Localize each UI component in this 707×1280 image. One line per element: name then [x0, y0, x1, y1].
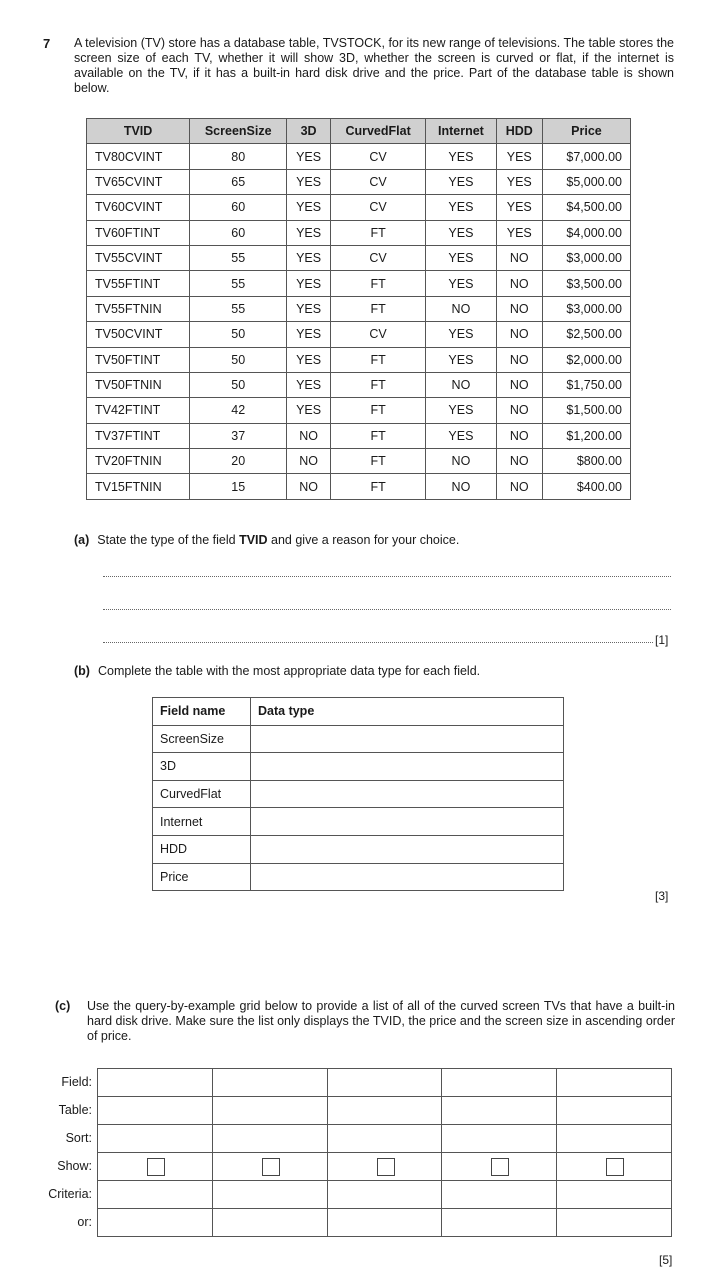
- show-checkbox[interactable]: [377, 1158, 395, 1176]
- table-cell: YES: [426, 195, 496, 220]
- qbe-row-labels: [20, 1068, 92, 1236]
- qbe-cell[interactable]: [212, 1181, 327, 1209]
- table-row: [87, 271, 631, 296]
- qbe-row: [98, 1181, 672, 1209]
- table-cell: NO: [426, 296, 496, 321]
- question-number: 7: [43, 36, 51, 51]
- table-cell: YES: [287, 398, 331, 423]
- table-cell: TV60FTINT: [87, 220, 190, 245]
- table-cell: NO: [426, 474, 496, 499]
- part-c-text: Use the query-by-example grid below to provide a list of all of the curved screen TVs that have a built-in hard disk drive. Make sure the list only displays the TVID, the price and the screen size in ascending order of price.: [87, 999, 675, 1043]
- column-header: TVID: [87, 119, 190, 144]
- qbe-row-label: Table:: [58, 1103, 92, 1117]
- column-header: CurvedFlat: [330, 119, 425, 144]
- show-checkbox[interactable]: [147, 1158, 165, 1176]
- column-header: HDD: [496, 119, 542, 144]
- qbe-cell[interactable]: [98, 1125, 213, 1153]
- table-cell: YES: [287, 296, 331, 321]
- table-row: [153, 780, 564, 808]
- qbe-cell[interactable]: [442, 1153, 557, 1181]
- data-type-header: Data type: [251, 698, 564, 726]
- field-name-cell: 3D: [153, 753, 251, 781]
- table-cell: YES: [426, 220, 496, 245]
- table-cell: $400.00: [542, 474, 630, 499]
- answer-line[interactable]: [103, 609, 671, 610]
- qbe-cell[interactable]: [212, 1153, 327, 1181]
- qbe-row-label: Criteria:: [48, 1187, 92, 1201]
- qbe-cell[interactable]: [557, 1097, 672, 1125]
- field-name-cell: CurvedFlat: [153, 780, 251, 808]
- qbe-cell[interactable]: [98, 1069, 213, 1097]
- table-cell: YES: [426, 322, 496, 347]
- query-by-example-grid: [97, 1068, 672, 1237]
- table-cell: NO: [496, 347, 542, 372]
- tvstock-table: [86, 118, 631, 500]
- table-cell: CV: [330, 195, 425, 220]
- table-cell: NO: [496, 423, 542, 448]
- qbe-cell[interactable]: [557, 1181, 672, 1209]
- field-name-cell: ScreenSize: [153, 725, 251, 753]
- table-cell: YES: [287, 322, 331, 347]
- qbe-cell[interactable]: [442, 1125, 557, 1153]
- table-cell: $1,200.00: [542, 423, 630, 448]
- table-cell: FT: [330, 271, 425, 296]
- part-a-bold: TVID: [239, 533, 268, 547]
- part-c-label: (c): [55, 999, 71, 1013]
- table-cell: YES: [287, 195, 331, 220]
- data-type-answer-cell[interactable]: [251, 808, 564, 836]
- table-cell: NO: [287, 474, 331, 499]
- table-cell: 15: [190, 474, 287, 499]
- data-type-table: [152, 697, 564, 891]
- table-cell: NO: [496, 322, 542, 347]
- table-cell: TV37FTINT: [87, 423, 190, 448]
- table-cell: YES: [426, 398, 496, 423]
- qbe-cell[interactable]: [327, 1209, 442, 1237]
- table-cell: YES: [287, 347, 331, 372]
- table-cell: YES: [287, 169, 331, 194]
- qbe-cell[interactable]: [212, 1125, 327, 1153]
- data-type-answer-cell[interactable]: [251, 725, 564, 753]
- table-header-row: [87, 119, 631, 144]
- part-b-prompt: [74, 664, 480, 678]
- table-cell: TV15FTNIN: [87, 474, 190, 499]
- table-cell: CV: [330, 169, 425, 194]
- field-name-header: Field name: [153, 698, 251, 726]
- data-type-answer-cell[interactable]: [251, 780, 564, 808]
- table-cell: TV55CVINT: [87, 245, 190, 270]
- table-cell: TV20FTNIN: [87, 449, 190, 474]
- table-row: [153, 835, 564, 863]
- qbe-cell[interactable]: [212, 1069, 327, 1097]
- table-cell: 80: [190, 144, 287, 169]
- table-cell: NO: [496, 449, 542, 474]
- qbe-row: [98, 1153, 672, 1181]
- table-cell: 20: [190, 449, 287, 474]
- table-row: [87, 144, 631, 169]
- table-cell: $2,500.00: [542, 322, 630, 347]
- table-cell: NO: [426, 449, 496, 474]
- table-cell: 55: [190, 245, 287, 270]
- table-cell: $2,000.00: [542, 347, 630, 372]
- qbe-cell[interactable]: [98, 1097, 213, 1125]
- table-row: [87, 423, 631, 448]
- qbe-cell[interactable]: [98, 1209, 213, 1237]
- table-cell: YES: [426, 245, 496, 270]
- table-cell: TV50FTINT: [87, 347, 190, 372]
- table-cell: NO: [496, 245, 542, 270]
- table-cell: NO: [496, 474, 542, 499]
- data-type-answer-cell[interactable]: [251, 835, 564, 863]
- table-cell: TV50FTNIN: [87, 372, 190, 397]
- qbe-row-label: Show:: [57, 1159, 92, 1173]
- table-cell: 50: [190, 372, 287, 397]
- table-cell: YES: [496, 144, 542, 169]
- part-a-text-before: State the type of the field: [97, 533, 236, 547]
- part-b-label: (b): [74, 664, 90, 678]
- show-checkbox[interactable]: [606, 1158, 624, 1176]
- qbe-cell[interactable]: [442, 1097, 557, 1125]
- table-row: [87, 322, 631, 347]
- table-cell: YES: [287, 144, 331, 169]
- table-cell: NO: [496, 271, 542, 296]
- table-cell: CV: [330, 245, 425, 270]
- column-header: ScreenSize: [190, 119, 287, 144]
- table-cell: $3,000.00: [542, 296, 630, 321]
- field-name-cell: Internet: [153, 808, 251, 836]
- table-row: [87, 398, 631, 423]
- table-cell: $4,500.00: [542, 195, 630, 220]
- table-cell: TV55FTNIN: [87, 296, 190, 321]
- table-row: [87, 372, 631, 397]
- table-cell: YES: [287, 245, 331, 270]
- table-cell: YES: [426, 423, 496, 448]
- qbe-cell[interactable]: [442, 1069, 557, 1097]
- table-cell: $1,750.00: [542, 372, 630, 397]
- column-header: Internet: [426, 119, 496, 144]
- table-cell: YES: [496, 169, 542, 194]
- table-cell: FT: [330, 296, 425, 321]
- qbe-cell[interactable]: [327, 1097, 442, 1125]
- table-row: [87, 474, 631, 499]
- table-cell: TV65CVINT: [87, 169, 190, 194]
- table-cell: YES: [287, 220, 331, 245]
- part-b-marks: [3]: [655, 889, 669, 903]
- qbe-row: [98, 1069, 672, 1097]
- table-cell: TV42FTINT: [87, 398, 190, 423]
- qbe-cell[interactable]: [442, 1209, 557, 1237]
- table-cell: NO: [496, 372, 542, 397]
- table-cell: CV: [330, 322, 425, 347]
- table-cell: FT: [330, 372, 425, 397]
- qbe-row-label: Sort:: [65, 1131, 92, 1145]
- data-type-answer-cell[interactable]: [251, 863, 564, 891]
- table-row: [87, 296, 631, 321]
- qbe-row: [98, 1209, 672, 1237]
- table-cell: FT: [330, 347, 425, 372]
- table-cell: FT: [330, 449, 425, 474]
- table-cell: YES: [426, 144, 496, 169]
- qbe-row: [98, 1125, 672, 1153]
- table-cell: FT: [330, 220, 425, 245]
- table-cell: CV: [330, 144, 425, 169]
- part-c-label-wrap: [55, 999, 78, 1013]
- table-cell: $7,000.00: [542, 144, 630, 169]
- table-cell: 42: [190, 398, 287, 423]
- data-type-answer-cell[interactable]: [251, 753, 564, 781]
- table-row: [87, 195, 631, 220]
- table-cell: YES: [426, 169, 496, 194]
- part-b-text: Complete the table with the most appropriate data type for each field.: [97, 664, 481, 678]
- qbe-cell[interactable]: [557, 1069, 672, 1097]
- table-cell: $3,000.00: [542, 245, 630, 270]
- table-row: [153, 725, 564, 753]
- qbe-cell[interactable]: [442, 1181, 557, 1209]
- part-a-text-after: and give a reason for your choice.: [271, 533, 460, 547]
- qbe-row-label: or:: [77, 1215, 92, 1229]
- part-a-prompt: [74, 533, 459, 547]
- table-cell: 50: [190, 347, 287, 372]
- table-cell: NO: [287, 449, 331, 474]
- field-name-cell: HDD: [153, 835, 251, 863]
- table-cell: TV55FTINT: [87, 271, 190, 296]
- table-cell: NO: [426, 372, 496, 397]
- question-intro: A television (TV) store has a database table, TVSTOCK, for its new range of televisions. The table stores the screen size of each TV, whether it will show 3D, whether the screen is curved or flat, if the internet is available on the TV, if it has a built-in hard disk drive and the price. Part of the database table is shown below.: [74, 36, 674, 95]
- table-cell: FT: [330, 474, 425, 499]
- table-row: [87, 449, 631, 474]
- table-cell: 60: [190, 195, 287, 220]
- table-row: [153, 863, 564, 891]
- table-cell: NO: [287, 423, 331, 448]
- table-row: [153, 808, 564, 836]
- table-cell: TV60CVINT: [87, 195, 190, 220]
- qbe-cell[interactable]: [557, 1125, 672, 1153]
- table-cell: 50: [190, 322, 287, 347]
- part-c-marks: [5]: [659, 1253, 673, 1267]
- qbe-cell[interactable]: [557, 1153, 672, 1181]
- table-cell: YES: [287, 271, 331, 296]
- qbe-cell[interactable]: [98, 1153, 213, 1181]
- show-checkbox[interactable]: [262, 1158, 280, 1176]
- table-row: [87, 347, 631, 372]
- table-row: [87, 245, 631, 270]
- table-cell: TV50CVINT: [87, 322, 190, 347]
- table-cell: 65: [190, 169, 287, 194]
- qbe-cell[interactable]: [212, 1209, 327, 1237]
- table-row: [87, 220, 631, 245]
- qbe-row: [98, 1097, 672, 1125]
- table-cell: YES: [496, 195, 542, 220]
- table-cell: FT: [330, 398, 425, 423]
- qbe-row-label: Field:: [61, 1075, 92, 1089]
- column-header: 3D: [287, 119, 331, 144]
- field-name-cell: Price: [153, 863, 251, 891]
- table-cell: NO: [496, 296, 542, 321]
- show-checkbox[interactable]: [491, 1158, 509, 1176]
- table-cell: $3,500.00: [542, 271, 630, 296]
- qbe-cell[interactable]: [98, 1181, 213, 1209]
- table-cell: TV80CVINT: [87, 144, 190, 169]
- table-row: [153, 753, 564, 781]
- qbe-cell[interactable]: [327, 1069, 442, 1097]
- table-cell: FT: [330, 423, 425, 448]
- table-cell: $800.00: [542, 449, 630, 474]
- qbe-cell[interactable]: [327, 1125, 442, 1153]
- table-cell: $1,500.00: [542, 398, 630, 423]
- table-cell: YES: [287, 372, 331, 397]
- column-header: Price: [542, 119, 630, 144]
- part-a-label: (a): [74, 533, 90, 547]
- table-cell: YES: [426, 347, 496, 372]
- table-cell: $5,000.00: [542, 169, 630, 194]
- table-cell: 55: [190, 296, 287, 321]
- table-cell: NO: [496, 398, 542, 423]
- qbe-cell[interactable]: [212, 1097, 327, 1125]
- table-cell: YES: [496, 220, 542, 245]
- table-row: [87, 169, 631, 194]
- table-cell: YES: [426, 271, 496, 296]
- table-cell: 60: [190, 220, 287, 245]
- qbe-cell[interactable]: [327, 1153, 442, 1181]
- table-cell: 37: [190, 423, 287, 448]
- answer-line[interactable]: [103, 642, 653, 643]
- qbe-cell[interactable]: [327, 1181, 442, 1209]
- table-cell: 55: [190, 271, 287, 296]
- part-a-marks: [1]: [655, 633, 669, 647]
- answer-line[interactable]: [103, 576, 671, 577]
- table-cell: $4,000.00: [542, 220, 630, 245]
- qbe-cell[interactable]: [557, 1209, 672, 1237]
